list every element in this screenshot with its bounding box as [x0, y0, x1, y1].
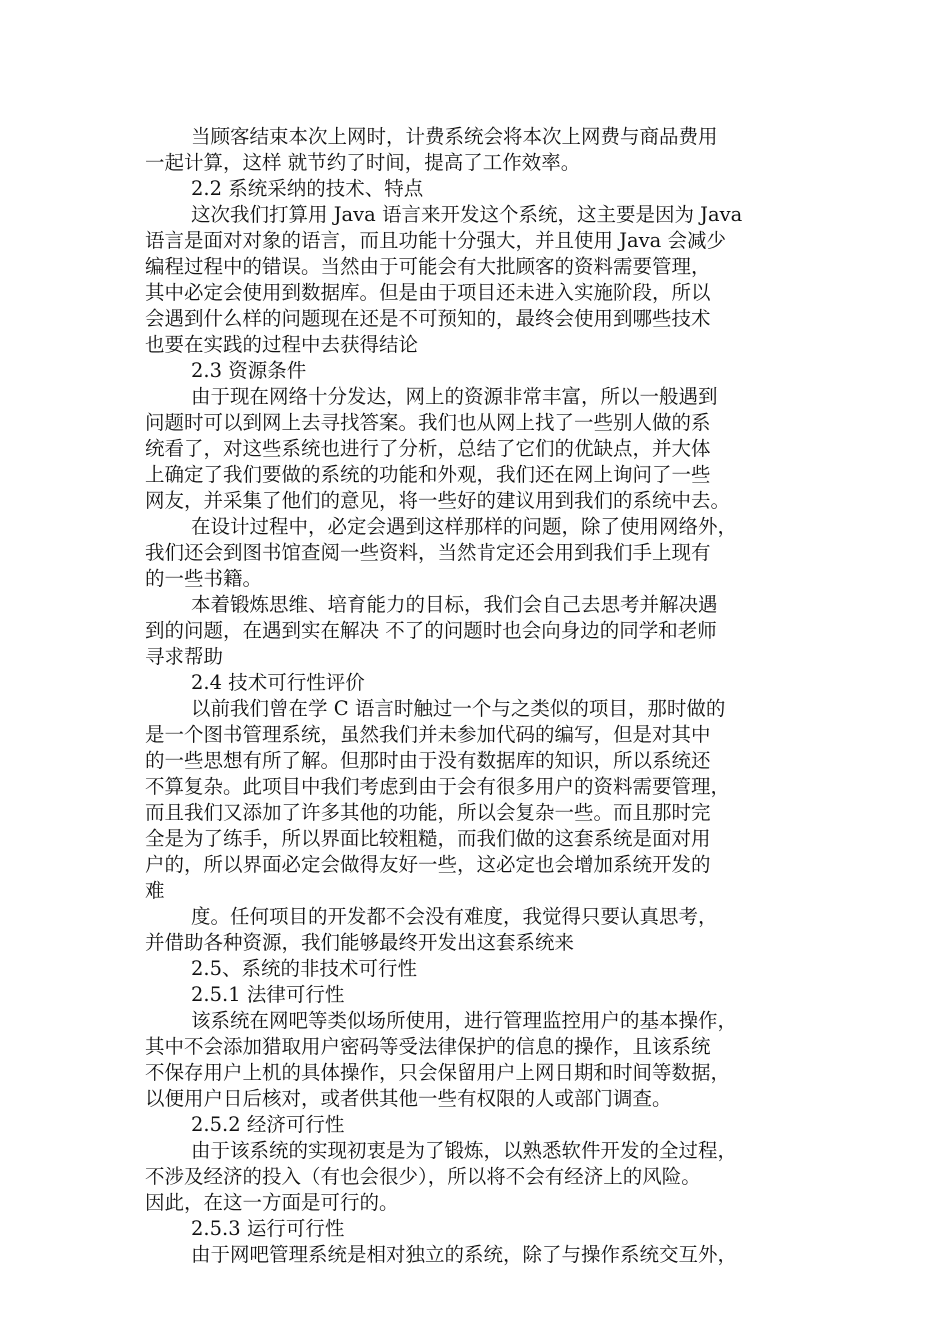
text-line: 本着锻炼思维、培育能力的目标，我们会自己去思考并解决遇: [191, 593, 718, 616]
text-line: 不算复杂。此项目中我们考虑到由于会有很多用户的资料需要管理，: [145, 775, 731, 798]
text-line: 由于现在网络十分发达，网上的资源非常丰富，所以一般遇到: [191, 385, 718, 408]
section-heading: 2.5.3 运行可行性: [191, 1217, 345, 1240]
text-line: 是一个图书管理系统，虽然我们并未参加代码的编写，但是对其中: [145, 723, 711, 746]
text-line: 网友，并采集了他们的意见，将一些好的建议用到我们的系统中去。: [145, 489, 731, 512]
section-heading: 2.3 资源条件: [191, 359, 307, 382]
text-line: 以便用户日后核对，或者供其他一些有权限的人或部门调查。: [145, 1087, 672, 1110]
text-line: 度。任何项目的开发都不会没有难度，我觉得只要认真思考，: [191, 905, 718, 928]
text-line: 因此，在这一方面是可行的。: [145, 1191, 399, 1214]
text-line: 由于该系统的实现初衷是为了锻炼，以熟悉软件开发的全过程，: [191, 1139, 738, 1162]
text-line: 上确定了我们要做的系统的功能和外观，我们还在网上询问了一些: [145, 463, 711, 486]
text-line: 统看了，对这些系统也进行了分析，总结了它们的优缺点，并大体: [145, 437, 711, 460]
document-body: [145, 124, 810, 1268]
text-line: 问题时可以到网上去寻找答案。我们也从网上找了一些别人做的系: [145, 411, 711, 434]
section-heading: 2.2 系统采纳的技术、特点: [191, 177, 424, 200]
text-line: 并借助各种资源，我们能够最终开发出这套系统来: [145, 931, 575, 954]
text-line: 这次我们打算用 Java 语言来开发这个系统，这主要是因为 Java: [191, 203, 743, 226]
text-line: 寻求帮助: [145, 645, 224, 668]
text-line: 在设计过程中，必定会遇到这样那样的问题，除了使用网络外，: [191, 515, 738, 538]
text-line: 不保存用户上机的具体操作，只会保留用户上网日期和时间等数据，: [145, 1061, 731, 1084]
text-line: 难: [145, 879, 165, 902]
text-line: 编程过程中的错误。当然由于可能会有大批顾客的资料需要管理，: [145, 255, 711, 278]
text-line: 户的，所以界面必定会做得友好一些，这必定也会增加系统开发的: [145, 853, 711, 876]
text-line: 当顾客结束本次上网时，计费系统会将本次上网费与商品费用: [191, 125, 718, 148]
text-line: 的一些思想有所了解。但那时由于没有数据库的知识，所以系统还: [145, 749, 711, 772]
section-heading: 2.5.2 经济可行性: [191, 1113, 345, 1136]
text-line: 由于网吧管理系统是相对独立的系统，除了与操作系统交互外，: [191, 1243, 738, 1266]
text-line: 我们还会到图书馆查阅一些资料，当然肯定还会用到我们手上现有: [145, 541, 711, 564]
text-line: 全是为了练手，所以界面比较粗糙，而我们做的这套系统是面对用: [145, 827, 711, 850]
text-line: 不涉及经济的投入（有也会很少），所以将不会有经济上的风险。: [145, 1165, 701, 1188]
text-line: 以前我们曾在学 C 语言时触过一个与之类似的项目，那时做的: [191, 697, 726, 720]
text-line: 该系统在网吧等类似场所使用，进行管理监控用户的基本操作，: [191, 1009, 738, 1032]
text-line: 语言是面对对象的语言，而且功能十分强大，并且使用 Java 会减少: [145, 229, 726, 252]
text-line: 其中必定会使用到数据库。但是由于项目还未进入实施阶段，所以: [145, 281, 711, 304]
text-line: 的一些书籍。: [145, 567, 263, 590]
text-line: 也要在实践的过程中去获得结论: [145, 333, 419, 356]
section-heading: 2.4 技术可行性评价: [191, 671, 365, 694]
text-line: 到的问题，在遇到实在解决 不了的问题时也会向身边的同学和老师: [145, 619, 717, 642]
text-line: 而且我们又添加了许多其他的功能，所以会复杂一些。而且那时完: [145, 801, 711, 824]
text-line: 一起计算，这样 就节约了时间，提高了工作效率。: [145, 151, 581, 174]
text-line: 会遇到什么样的问题现在还是不可预知的，最终会使用到哪些技术: [145, 307, 711, 330]
section-heading: 2.5、系统的非技术可行性: [191, 957, 418, 980]
section-heading: 2.5.1 法律可行性: [191, 983, 345, 1006]
text-line: 其中不会添加猎取用户密码等受法律保护的信息的操作，且该系统: [145, 1035, 711, 1058]
